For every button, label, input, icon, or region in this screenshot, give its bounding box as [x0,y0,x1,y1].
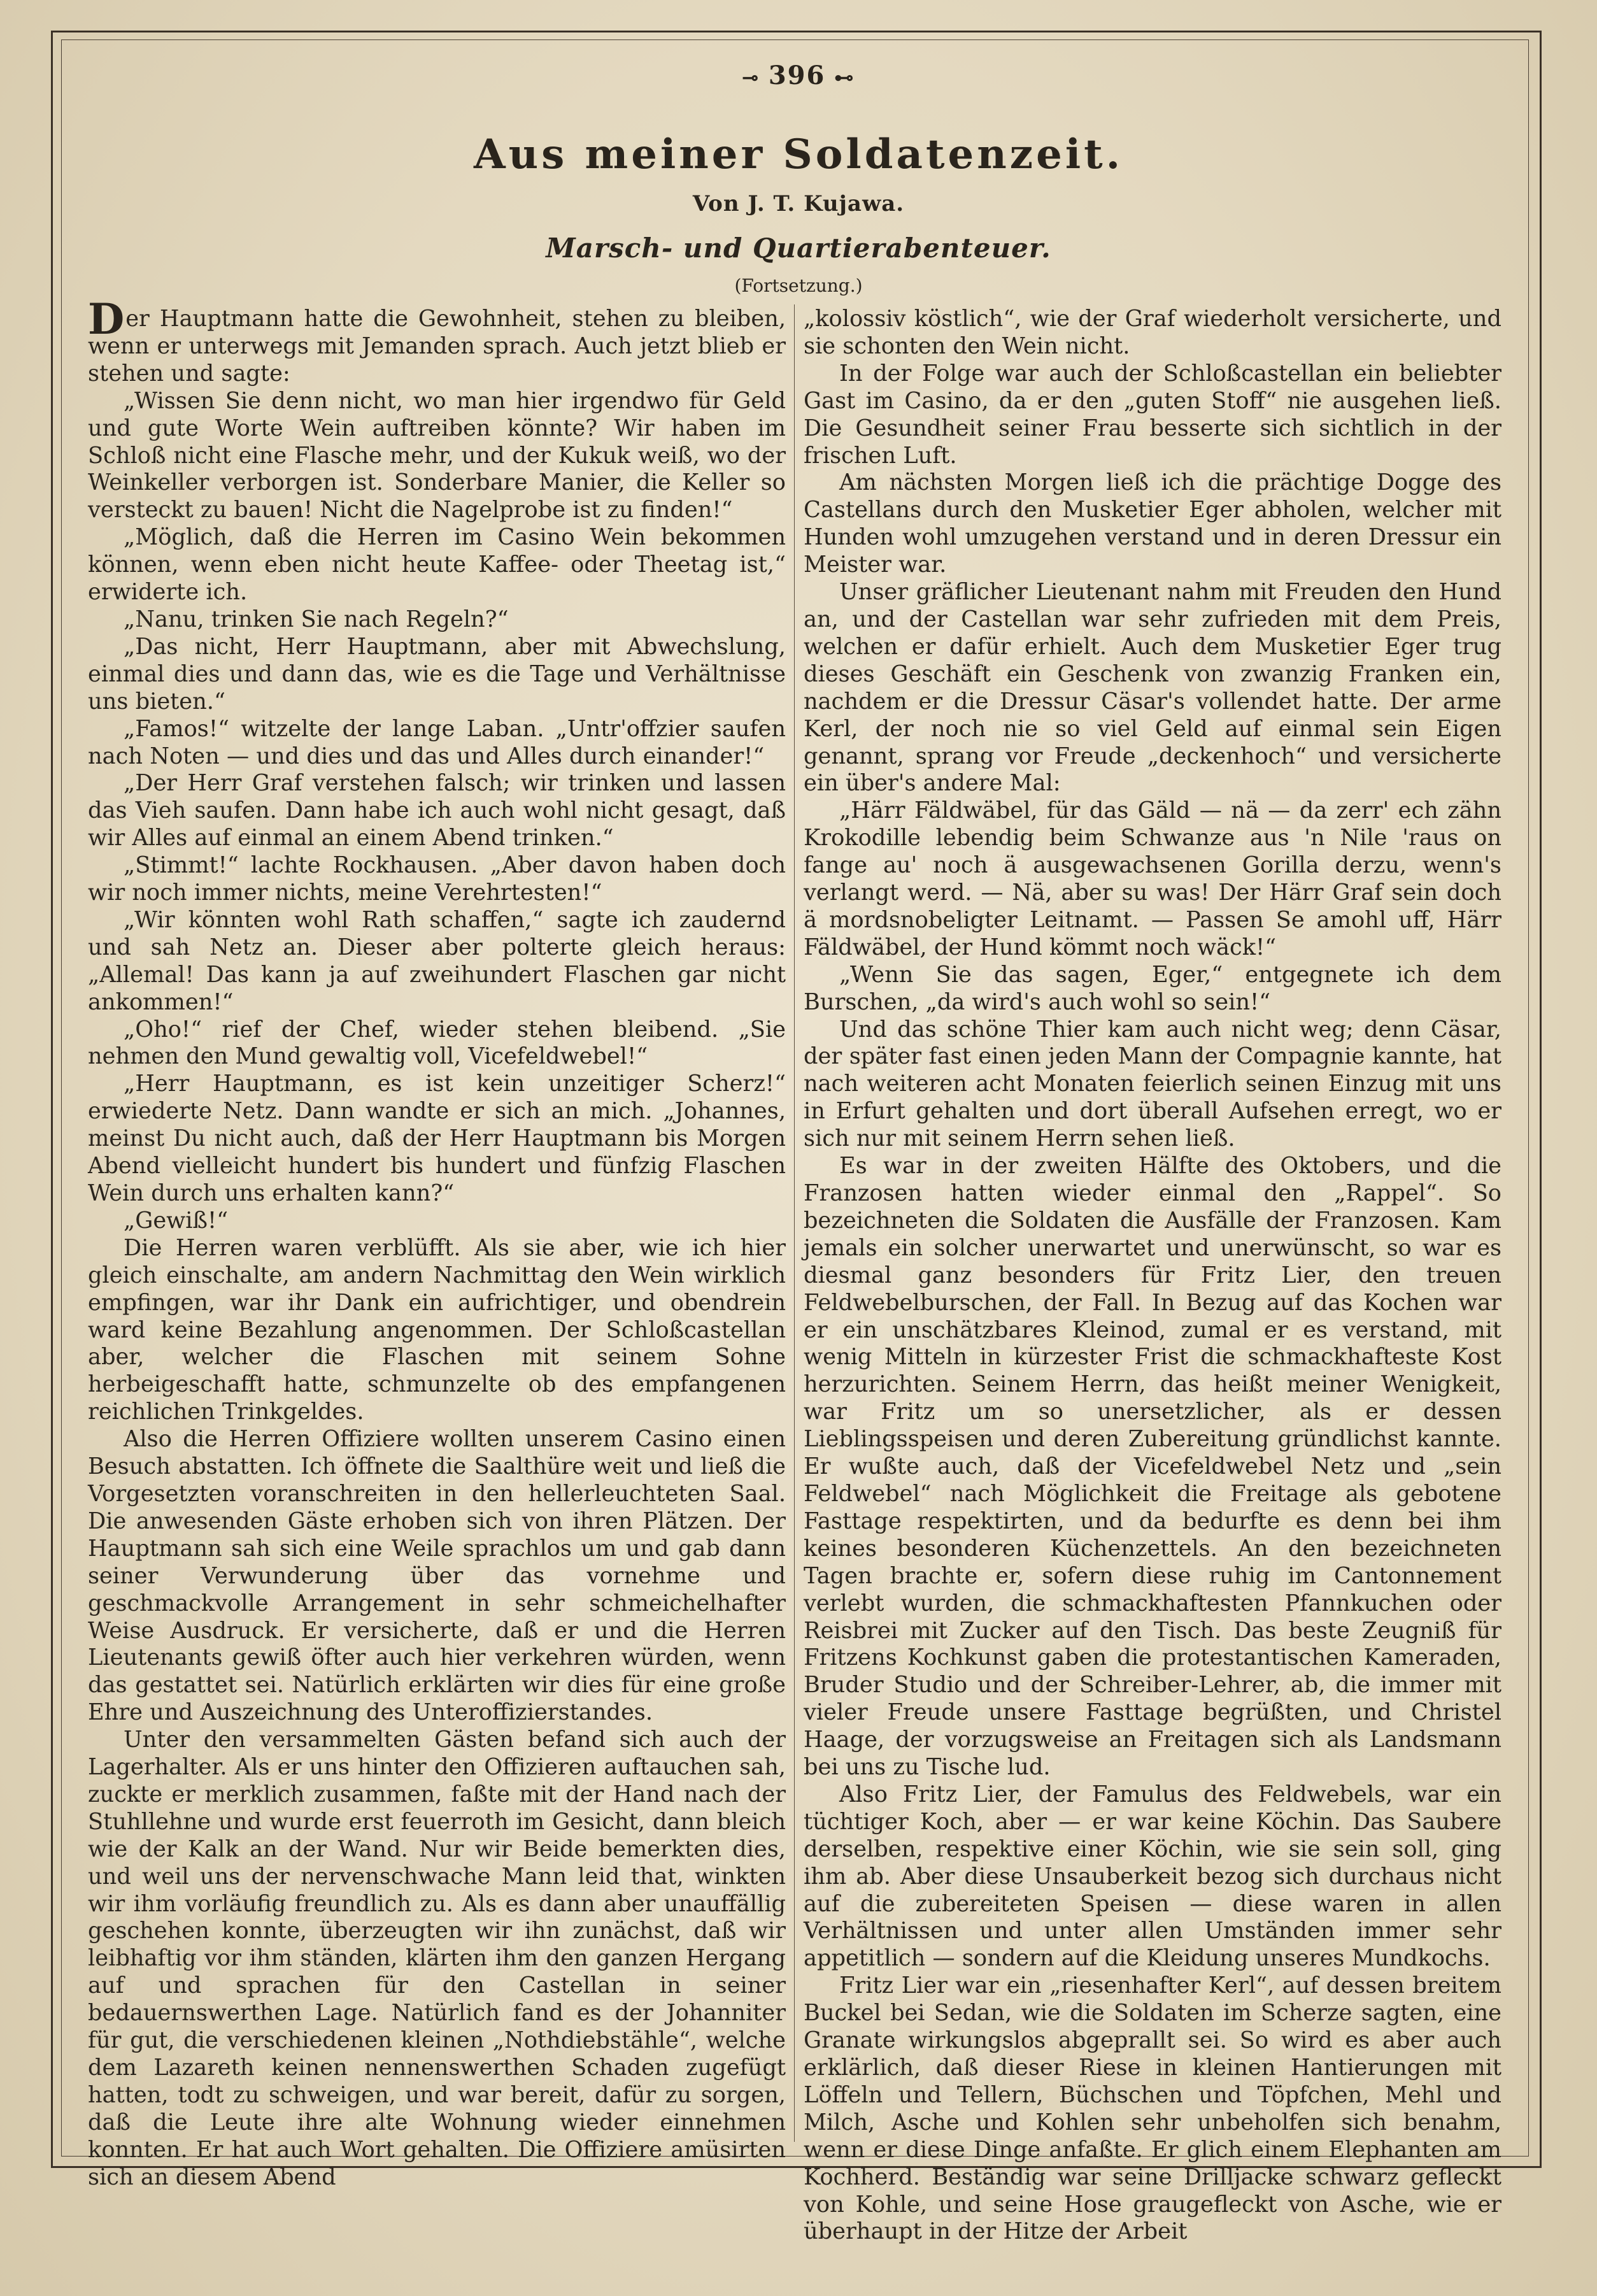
paragraph-text: „Famos!“ witzelte der lange Laban. „Untr'offzier saufen nach Noten — und dies und das und Alles durch einander!“ [88,715,786,769]
paragraph-text: In der Folge war auch der Schloßcastellan ein beliebter Gast im Casino, da er den „guten Stoff“ nie ausgehen ließ. Die Gesundheit seiner Frau besserte sich sichtlich in der frischen Luft. [804,360,1501,469]
paragraph [88,634,786,716]
paragraph-text: „kolossiv köstlich“, wie der Graf wiederholt versicherte, und sie schonten den Wein nicht. [804,306,1501,359]
paragraph-text: Am nächsten Morgen ließ ich die prächtige Dogge des Castellans durch den Musketier Eger abholen, welcher mit Hunden wohl umzugehen verstand und in deren Dressur ein Meister war. [804,469,1501,578]
paragraph-text: „Stimmt!“ lachte Rockhausen. „Aber davon haben doch wir noch immer nichts, meine Verehrtesten!“ [88,852,786,906]
paragraph-text: Unser gräflicher Lieutenant nahm mit Freuden den Hund an, und der Castellan war sehr zufrieden mit dem Preis, welchen er dafür erhielt. Auch dem Musketier Eger trug dieses Geschäft ein Geschenk von zwanzig Franken ein, nachdem er die Dressur Cäsar's vollendet hatte. Der arme Kerl, der noch nie so viel Geld auf einmal sein Eigen genannt, sprang vor Freude „deckenhoch“ und versicherte ein über's andere Mal: [804,579,1501,797]
page-number [0,61,1597,90]
paragraph-text: „Härr Fäldwäbel, für das Gäld — nä — da zerr' ech zähn Krokodille lebendig beim Schwanze aus 'n Nile 'raus on fange au' noch ä ausgewachsenen Gorilla derzu, wenn's verlangt werd. — Nä, aber su was! Der Härr Graf sein doch ä mordsnobeligter Leitnamt. — Passen Se amohl uff, Härr Fäldwäbel, der Hund kömmt noch wäck!“ [804,797,1501,960]
paragraph [804,797,1501,961]
right-column [804,306,1501,2245]
paragraph-text: „Wenn Sie das sagen, Eger,“ entgegnete ich dem Burschen, „da wird's auch wohl so sein!“ [804,961,1501,1015]
paragraph-text: Also die Herren Offiziere wollten unserem Casino einen Besuch abstatten. Ich öffnete die Saalthüre weit und ließ die Vorgesetzten voranschreiten in den hellerleuchteten Saal. Die anwesenden Gäste erhoben sich von ihren Plätzen. Der Hauptmann sah sich eine Weile sprachlos um und gab dann seiner Verwunderung über das vornehme und geschmackvolle Arrangement in sehr schmeichelhafter Weise Ausdruck. Er versicherte, daß er und die Herren Lieutenants gewiß öfter auch hier verkehren würden, wenn das gestattet sei. Natürlich erklärten wir dies für eine große Ehre und Auszeichnung des Unteroffizierstandes. [88,1426,786,1726]
left-column [88,294,786,2190]
paragraph [88,1426,786,1727]
paragraph-text: „Der Herr Graf verstehen falsch; wir trinken und lassen das Vieh saufen. Dann habe ich auch wohl nicht gesagt, daß wir Alles auf einmal an einem Abend trinken.“ [88,770,786,852]
paragraph [88,1071,786,1208]
paragraph [804,469,1501,579]
paragraph-text: „Möglich, daß die Herren im Casino Wein bekommen können, wenn eben nicht heute Kaffee- oder Theetag ist,“ erwiderte ich. [88,524,786,606]
paragraph-text: Und das schöne Thier kam auch nicht weg; denn Cäsar, der später fast einen jeden Mann der Compagnie kannte, hat nach weiteren acht Monaten feierlich seinen Einzug mit uns in Erfurt gehalten und dort überall Aufsehen erregt, wo er sich nur mit seinem Herrn sehen ließ. [804,1016,1501,1152]
paragraph [88,852,786,907]
paragraph-text: „Wir könnten wohl Rath schaffen,“ sagte ich zaudernd und sah Netz an. Dieser aber polterte gleich heraus: „Allemal! Das kann ja auf zweihundert Flaschen gar nicht ankommen!“ [88,906,786,1015]
ornament-right-icon: ⊷ [834,67,855,89]
paragraph-text: „Herr Hauptmann, es ist kein unzeitiger Scherz!“ erwiederte Netz. Dann wandte er sich an mich. „Johannes, meinst Du nicht auch, daß der Herr Hauptmann bis Morgen Abend vielleicht hundert bis hundert und fünfzig Flaschen Wein durch uns erhalten kann?“ [88,1071,786,1206]
paragraph [88,294,786,388]
paragraph [804,360,1501,470]
article-author: Von J. T. Kujawa. [692,191,905,217]
paragraph-text: Die Herren waren verblüfft. Als sie aber, wie ich hier gleich einschalte, am andern Nachmittag den Wein wirklich empfingen, war ihr Dank ein aufrichtiger, und obendrein ward keine Bezahlung angenommen. Der Schloßcastellan aber, welcher die Flaschen mit seinem Sohne herbeigeschafft hatte, schmunzelte ob des empfangenen reichlichen Trinkgeldes. [88,1234,786,1425]
paragraph [88,524,786,606]
column-divider [794,304,795,2142]
page-number-text: 396 [768,61,826,90]
paragraph [804,962,1501,1016]
paragraph [804,1972,1501,2246]
paragraph [804,579,1501,797]
ornament-left-icon: ⊸ [742,67,760,89]
paragraph-text: „Oho!“ rief der Chef, wieder stehen bleibend. „Sie nehmen den Mund gewaltig voll, Vicefeldwebel!“ [88,1016,786,1070]
paragraph [804,1016,1501,1153]
paragraph-text: Unter den versammelten Gästen befand sich auch der Lagerhalter. Als er uns hinter den Offizieren auftauchen sah, zuckte er merklich zusammen, faßte mit der Hand nach der Stuhllehne und wurde erst feuerroth im Gesicht, dann bleich wie der Kalk an der Wand. Nur wir Beide bemerkten dies, und weil uns der nervenschwache Mann leid that, winkten wir ihm vorläufig freundlich zu. Als es dann aber unauffällig geschehen konnte, überzeugten wir ihn zunächst, daß wir leibhaftig vor ihm ständen, klärten ihm den ganzen Hergang auf und sprachen für den Castellan in seiner bedauernswerthen Lage. Natürlich fand es der Johanniter für gut, die verschiedenen kleinen „Nothdiebstähle“, welche dem Lazareth keinen nennenswerthen Schaden zugefügt hatten, todt zu schweigen, und war bereit, dafür zu sorgen, daß die Leute ihre alte Wohnung wieder einnehmen konnten. Er hat auch Wort gehalten. Die Offiziere amüsirten sich an diesem Abend [88,1727,786,2190]
paragraph-text: „Das nicht, Herr Hauptmann, aber mit Abwechslung, einmal dies und dann das, wie es die Tage und Verhältnisse uns bieten.“ [88,633,786,715]
paragraph [88,716,786,771]
paragraph [88,770,786,852]
article-title: Aus meiner Soldatenzeit. [474,131,1123,178]
paragraph [88,1208,786,1235]
paragraph-text: „Nanu, trinken Sie nach Regeln?“ [124,606,509,632]
paragraph [804,306,1501,360]
paragraph [88,388,786,525]
paragraph-text: „Gewiß!“ [124,1207,229,1234]
paragraph [88,606,786,634]
continuation-note: (Fortsetzung.) [734,275,863,296]
paragraph [88,1235,786,1426]
paragraph [88,1727,786,2191]
paragraph-text: Es war in der zweiten Hälfte des Oktobers, und die Franzosen hatten wieder einmal den „Rappel“. So bezeichneten die Soldaten die Ausfälle der Franzosen. Kam jemals ein solcher unerwartet und unerwünscht, so war es diesmal ganz besonders für Fritz Lier, den treuen Feldwebelburschen, der Fall. In Bezug auf das Kochen war er ein unschätzbares Kleinod, zumal er es verstand, mit wenig Mitteln in kürzester Frist die schmackhafteste Kost herzurichten. Seinem Herrn, das heißt meiner Wenigkeit, war Fritz um so unersetzlicher, als er dessen Lieblingsspeisen und deren Zubereitung gründlichst kannte. Er wußte auch, daß der Vicefeldwebel Netz und „sein Feldwebel“ nach Möglichkeit die Freitage als gebotene Fasttage respektirten, und da bedurfte es denn bei ihm keines besonderen Küchenzettels. An den bezeichneten Tagen brachte er, sofern diese ruhig im Cantonnement verlebt wurden, die schmackhaftesten Pfannkuchen oder Reisbrei mit Zucker auf den Tisch. Das beste Zeugniß für Fritzens Kochkunst gaben die protestantischen Kameraden, Bruder Studio und der Schreiber-Lehrer, ab, die immer mit vieler Freude unsere Fasttage begrüßten, und Christel Haage, der vorzugsweise an Freitagen sich als Landsmann bei uns zu Tische lud. [804,1153,1501,1781]
paragraph [88,1016,786,1071]
paragraph-text: Fritz Lier war ein „riesenhafter Kerl“, auf dessen breitem Buckel bei Sedan, wie die Soldaten im Scherze sagten, eine Granate wirkungslos abgeprallt sei. So wird es aber auch erklärlich, daß dieser Riese in kleinen Hantierungen mit Löffeln und Tellern, Büchschen und Töpfchen, Mehl und Milch, Asche und Kohlen sehr unbeholfen sich benahm, wenn er diese Dinge anfaßte. Er glich einem Elephanten am Kochherd. Beständig war seine Drilljacke schwarz gefleckt von Kohle, und seine Hose graugefleckt von Asche, wie er überhaupt in der Hitze der Arbeit [804,1972,1501,2245]
paragraph-text: er Hauptmann hatte die Gewohnheit, stehen zu bleiben, wenn er unterwegs mit Jemanden sprach. Auch jetzt blieb er stehen und sagte: [88,306,786,387]
drop-cap: D [88,294,125,344]
article-subtitle: Marsch- und Quartierabenteuer. [546,232,1051,264]
paragraph-text: Also Fritz Lier, der Famulus des Feldwebels, war ein tüchtiger Koch, aber — er war keine Köchin. Das Saubere derselben, respektive einer Köchin, wie sie sein soll, ging ihm ab. Aber diese Unsauberkeit bezog sich durchaus nicht auf die zubereiteten Speisen — diese waren in allen Verhältnissen und unter allen Umständen immer sehr appetitlich — sondern auf die Kleidung unseres Mundkochs. [804,1781,1501,1972]
paragraph [804,1153,1501,1781]
paragraph-text: „Wissen Sie denn nicht, wo man hier irgendwo für Geld und gute Worte Wein auftreiben könnte? Wir haben im Schloß nicht eine Flasche mehr, und der Kukuk weiß, wo der Weinkeller verborgen ist. Sonderbare Manier, die Keller so versteckt zu bauen! Nicht die Nagelprobe ist zu finden!“ [88,387,786,524]
paragraph [88,907,786,1016]
paragraph [804,1781,1501,1972]
